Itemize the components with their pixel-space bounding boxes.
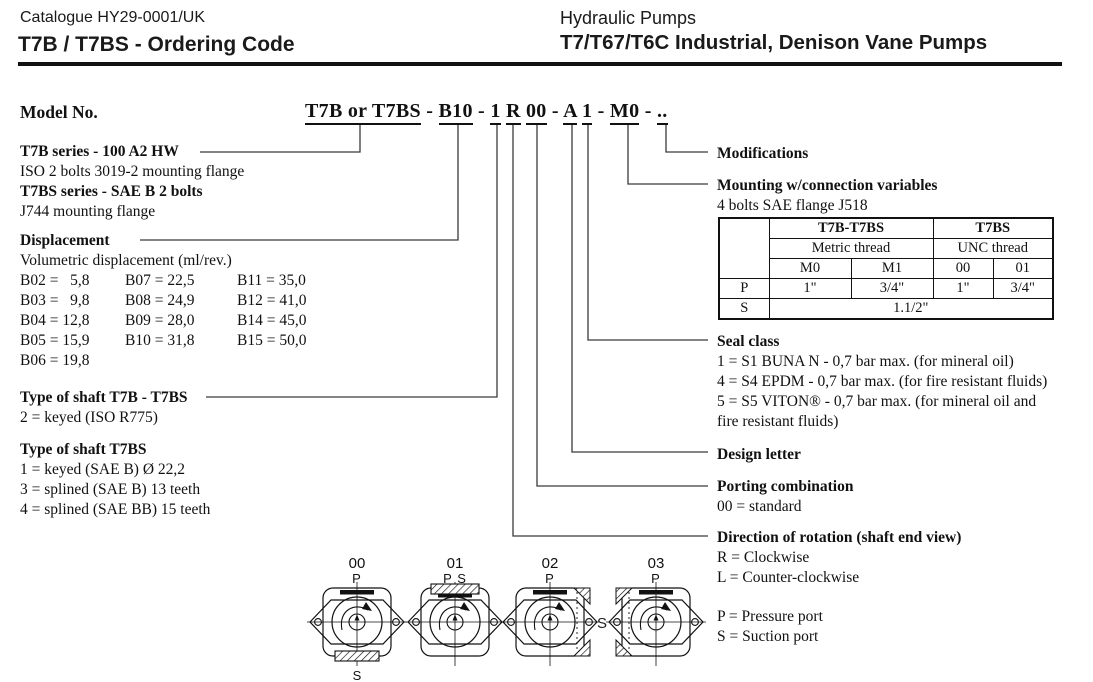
displacement-cell: B03 = 9,8 <box>20 292 90 309</box>
svg-text:01: 01 <box>446 555 464 572</box>
seal-class-option: 4 = S4 EPDM - 0,7 bar max. (for fire resistant fluids) <box>717 373 1048 390</box>
displacement-cell: B02 = 5,8 <box>20 272 90 289</box>
model-code-segment: 00 <box>526 100 547 125</box>
displacement-subtitle: Volumetric displacement (ml/rev.) <box>20 252 232 269</box>
model-code-segment: 1 <box>490 100 500 125</box>
page-title: T7B / T7BS - Ordering Code <box>18 33 295 56</box>
table-code-header: 01 <box>993 259 1053 279</box>
displacement-cell: B06 = 19,8 <box>20 352 90 369</box>
table-code-header: M0 <box>769 259 851 279</box>
t7bs-series-desc: J744 mounting flange <box>20 203 156 220</box>
t7b-series-desc: ISO 2 bolts 3019-2 mounting flange <box>20 163 245 180</box>
porting-combination-option: 00 = standard <box>717 498 802 515</box>
table-row-label: S <box>719 299 769 320</box>
table-thread-header: UNC thread <box>933 239 1053 259</box>
seal-class-title: Seal class <box>717 333 780 350</box>
shaft-t7bs-option: 3 = splined (SAE B) 13 teeth <box>20 481 201 498</box>
pump-diagram-03 <box>606 552 706 682</box>
header-rule <box>18 62 1062 66</box>
model-code-separator: - <box>546 100 564 122</box>
table-corner-cell <box>719 218 769 279</box>
seal-class-option: 1 = S1 BUNA N - 0,7 bar max. (for mineral oil) <box>717 353 1014 370</box>
design-letter-title: Design letter <box>717 446 801 463</box>
model-code-segment: T7B or T7BS <box>305 100 421 125</box>
shaft-t7bs-option: 1 = keyed (SAE B) Ø 22,2 <box>20 461 186 478</box>
displacement-row <box>20 331 306 351</box>
displacement-cell: B11 = 35,0 <box>237 272 306 289</box>
porting-combination-title: Porting combination <box>717 478 854 495</box>
svg-text:00: 00 <box>348 555 366 572</box>
svg-text:02: 02 <box>541 555 559 572</box>
table-group-header: T7BS <box>933 218 1053 239</box>
table-cell: 3/4" <box>851 279 933 299</box>
table-row-label: P <box>719 279 769 299</box>
product-family: Hydraulic Pumps <box>560 8 697 28</box>
t7b-series-title: T7B series - 100 A2 HW <box>20 143 179 160</box>
shaft-t7b-option: 2 = keyed (ISO R775) <box>20 409 158 426</box>
displacement-row <box>20 311 306 331</box>
modifications-title: Modifications <box>717 145 809 162</box>
pump-diagram-02 <box>500 552 600 682</box>
displacement-cell: B15 = 50,0 <box>237 332 307 349</box>
displacement-cell: B04 = 12,8 <box>20 312 90 329</box>
table-group-header: T7B-T7BS <box>769 218 933 239</box>
model-code-segment: .. <box>657 100 668 125</box>
model-no-label: Model No. <box>20 102 98 122</box>
displacement-cell: B07 = 22,5 <box>125 272 195 289</box>
displacement-row <box>20 351 125 371</box>
displacement-row <box>20 271 306 291</box>
mounting-subtitle: 4 bolts SAE flange J518 <box>717 197 868 214</box>
shaft-t7bs-option: 4 = splined (SAE BB) 15 teeth <box>20 501 211 518</box>
model-code-segment: R <box>506 100 521 125</box>
catalogue-number: Catalogue HY29-0001/UK <box>20 9 206 26</box>
suction-port-legend: S = Suction port <box>717 628 819 645</box>
displacement-row <box>20 291 306 311</box>
shared-suction-label: S <box>597 615 608 632</box>
displacement-title: Displacement <box>20 232 110 249</box>
displacement-cell: B08 = 24,9 <box>125 292 195 309</box>
product-title: T7/T67/T6C Industrial, Denison Vane Pumps <box>560 31 988 54</box>
model-code-separator: - <box>639 100 657 122</box>
rotation-option: L = Counter-clockwise <box>717 569 860 586</box>
table-cell: 1.1/2" <box>769 299 1053 320</box>
svg-text:S: S <box>352 668 362 682</box>
svg-text:P: P <box>545 571 555 586</box>
seal-class-option: fire resistant fluids) <box>717 413 839 430</box>
displacement-cell: B09 = 28,0 <box>125 312 195 329</box>
table-code-header: M1 <box>851 259 933 279</box>
table-thread-header: Metric thread <box>769 239 933 259</box>
model-code-segment: M0 <box>610 100 639 125</box>
table-cell: 1" <box>933 279 993 299</box>
t7bs-series-title: T7BS series - SAE B 2 bolts <box>20 183 203 200</box>
model-code-segment: 1 <box>582 100 592 125</box>
displacement-cell: B14 = 45,0 <box>237 312 307 329</box>
pump-diagram-01 <box>405 552 505 682</box>
svg-text:P: P <box>352 571 362 586</box>
seal-class-option: 5 = S5 VITON® - 0,7 bar max. (for mineral oil and <box>717 393 1037 410</box>
model-code-separator: - <box>420 100 439 122</box>
displacement-cell: B10 = 31,8 <box>125 332 195 349</box>
shaft-t7b-title: Type of shaft T7B - T7BS <box>20 389 188 406</box>
svg-text:03: 03 <box>647 555 665 572</box>
pressure-port-legend: P = Pressure port <box>717 608 823 625</box>
svg-text:P: P <box>651 571 661 586</box>
rotation-title: Direction of rotation (shaft end view) <box>717 529 962 546</box>
model-code-separator: - <box>592 100 610 122</box>
pump-diagram-00 <box>307 552 407 682</box>
svg-text:P S: P S <box>443 571 467 586</box>
port-thread-table <box>718 217 1054 320</box>
mounting-title: Mounting w/connection variables <box>717 177 938 194</box>
rotation-option: R = Clockwise <box>717 549 810 566</box>
table-cell: 3/4" <box>993 279 1053 299</box>
displacement-cell: B12 = 41,0 <box>237 292 307 309</box>
model-code-separator: - <box>472 100 491 122</box>
model-code-segment: B10 <box>439 100 473 125</box>
displacement-cell: B05 = 15,9 <box>20 332 90 349</box>
model-code <box>305 100 668 123</box>
table-cell: 1" <box>769 279 851 299</box>
model-code-segment: A <box>563 100 577 125</box>
shaft-t7bs-title: Type of shaft T7BS <box>20 441 147 458</box>
table-code-header: 00 <box>933 259 993 279</box>
